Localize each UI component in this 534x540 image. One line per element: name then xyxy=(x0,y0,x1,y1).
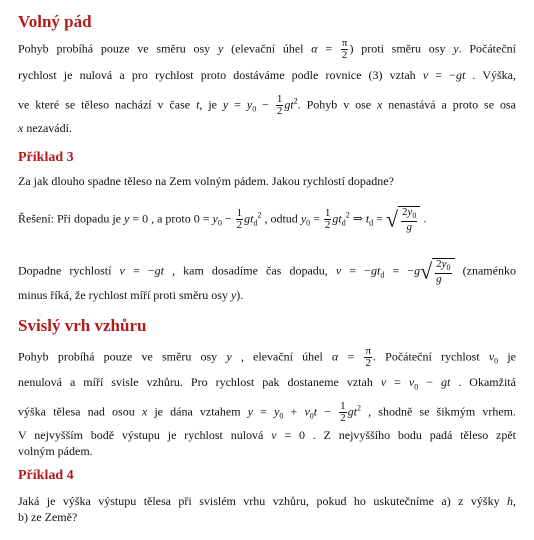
text-line-solution: Řešení: Při dopadu je y = 0 , a proto $0 = y_0$ − $\frac{1}{2}$ $gt_d^2$ , odtud $y_0$ = $\frac{1}{2}$ $gt_d^2$ ⇒ $t_d$ = √ $\frac{2y_0}{g}$ . xyxy=(18,206,427,234)
text-line: b) ze Země? xyxy=(18,510,78,524)
text-line: minus říká, že rychlost míří proti směru osy y). xyxy=(18,288,244,302)
text-line: Pohyb probíhá pouze ve směru osy y , elevační úhel α = $\frac{\pi}{2}$ . Počáteční rychlost $v_0$ je xyxy=(18,345,516,369)
text-line: V nejvyšším bodě výstupu je rychlost nulová v = 0 . Z nejvyššího bodu padá těleso zpět xyxy=(18,428,517,442)
text-line: Za jak dlouho spadne těleso na Zem volným pádem. Jakou rychlostí dopadne? xyxy=(18,174,394,188)
text-line: nenulová a míří svisle vzhůru. Pro rychlost pak dostaneme vztah $v = v_0$ − gt . Okamžitá xyxy=(18,375,516,392)
text-line: ve které se těleso nachází v čase t, je $y = y_0$ − $\frac{1}{2}$ $gt^2$. Pohyb v ose x nenastává a proto se osa xyxy=(18,93,516,117)
heading-svisly-vrh: Svislý vrh vzhůru xyxy=(18,316,147,335)
text-line: Pohyb probíhá pouze ve směru osy y (elevační úhel α = $\frac{\pi}{2}$ ) proti směru osy y. Počáteční xyxy=(18,37,516,61)
text-line: volným pádem. xyxy=(18,444,93,458)
text-line: Jaká je výška výstupu tělesa při svislém vrhu vzhůru, pokud ho uskutečníme a) z výšky h, xyxy=(18,494,516,508)
text-line: x nezavádí. xyxy=(18,121,72,135)
text-line: Dopadne rychlostí v = −gt , kam dosadíme čas dopadu, $v = -gt_d = -g√$ $\frac{2y_0}{g}$ (znaménko xyxy=(18,258,516,286)
text-line: rychlost je nulová a pro rychlost proto dostáváme podle rovnice (3) vztah v = −gt . Výška, xyxy=(18,68,516,82)
heading-volny-pad: Volný pád xyxy=(18,12,92,31)
heading-priklad-4: Příklad 4 xyxy=(18,468,74,483)
text-line: výška tělesa nad osou x je dána vztahem $y = y_0 + v_0t$ − $\frac{1}{2}$ $gt^2$ , shodně se šikmým vrhem. xyxy=(18,400,516,424)
heading-priklad-3: Příklad 3 xyxy=(18,150,74,165)
